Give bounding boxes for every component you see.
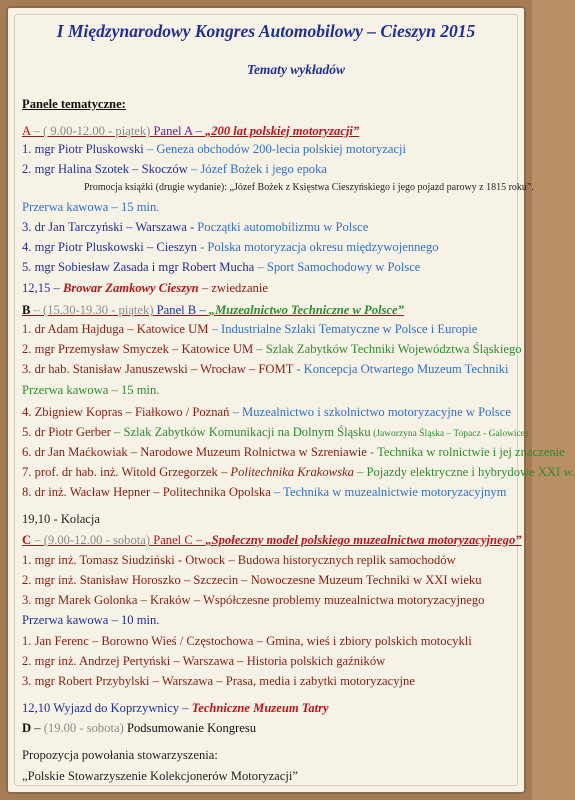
panel-a-header: A – ( 9.00-12.00 - piątek) Panel A – „200 lat polskiej motoryzacji” [22,124,360,138]
panel-b-item-3: 3. dr hab. Stanisław Januszewski – Wrocław – FOMT - Koncepcja Otwartego Muzeum Techniki [22,362,509,376]
tour-brewery: 12,15 – Browar Zamkowy Cieszyn – zwiedzanie [22,281,268,295]
document-sheet [6,6,575,794]
panel-d: D – (19.00 - sobota) Podsumowanie Kongresu [22,721,257,735]
document-subtitle: Tematy wykładów [246,62,346,77]
proposal-name: „Polskie Stowarzyszenie Kolekcjonerów Motoryzacji” [22,769,298,783]
panel-c-item-5: 2. mgr inż. Andrzej Pertyński – Warszawa – Historia polskich gaźników [22,654,386,668]
document-title: I Międzynarodowy Kongres Automobilowy – Cieszyn 2015 [56,21,476,41]
panel-a-item-2: 2. mgr Halina Szotek – Skoczów – Józef Bożek i jego epoka [22,162,327,176]
panel-c-item-6: 3. mgr Robert Przybylski – Warszawa – Prasa, media i zabytki motoryzacyjne [22,674,415,688]
panel-b-break: Przerwa kawowa – 15 min. [22,383,160,397]
panel-b-item-6: 6. dr Jan Maćkowiak – Narodowe Muzeum Rolnictwa w Szreniawie - Technika w rolnictwie i jej znaczenie [22,445,565,459]
panel-a-item-4: 4. mgr Piotr Pluskowski – Cieszyn - Polska motoryzacja okresu międzywojennego [22,240,439,254]
panel-b-item-5: 5. dr Piotr Gerber – Szlak Zabytków Komunikacji na Dolnym Śląsku (Jaworzyna Śląska – Topacz - Galowice) [22,425,529,439]
panel-b-header: B – (15.30-19.30 - piątek) Panel B – „Muzealnictwo Techniczne w Polsce” [22,303,404,317]
panel-c-header: C – (9.00-12.00 - sobota) Panel C – „Społeczny model polskiego muzealnictwa motoryzacyjnego” [22,533,522,547]
panel-a-item-1: 1. mgr Piotr Pluskowski – Geneza obchodów 200-lecia polskiej motoryzacji [22,142,407,156]
panel-a-promo: Promocja książki (drugie wydanie): „Józef Bożek z Księstwa Cieszyńskiego i jego pojazd parowy z 1815 roku”. [84,182,534,193]
panel-a-item-5: 5. mgr Sobiesław Zasada i mgr Robert Mucha – Sport Samochodowy w Polsce [22,260,421,274]
panel-c-item-4: 1. Jan Ferenc – Borowno Wieś / Częstochowa – Gmina, wieś i zbiory polskich motocykli [22,634,472,648]
panel-b-item-4: 4. Zbigniew Kopras – Fiałkowo / Poznań – Muzealnictwo i szkolnictwo motoryzacyjne w Polsce [22,405,511,419]
supper: 19,10 - Kolacja [22,512,100,526]
panels-heading: Panele tematyczne: [22,97,126,111]
tour-tatra-museum: 12,10 Wyjazd do Koprzywnicy – Techniczne Muzeum Tatry [22,701,329,715]
panel-b-item-2: 2. mgr Przemysław Smyczek – Katowice UM – Szlak Zabytków Techniki Województwa Śląskiego [22,342,522,356]
panel-b-item-1: 1. dr Adam Hajduga – Katowice UM – Industrialne Szlaki Tematyczne w Polsce i Europie [22,322,478,336]
panel-a-item-3: 3. dr Jan Tarczyński – Warszawa - Początki automobilizmu w Polsce [22,220,369,234]
panel-a-break: Przerwa kawowa – 15 min. [22,200,160,214]
panel-c-item-1: 1. mgr inż. Tomasz Siudziński - Otwock – Budowa historycznych replik samochodów [22,553,456,567]
panel-c-break: Przerwa kawowa – 10 min. [22,613,160,627]
proposal-intro: Propozycja powołania stowarzyszenia: [22,748,218,762]
panel-c-item-3: 3. mgr Marek Golonka – Kraków – Współczesne problemy muzealnictwa motoryzacyjnego [22,593,485,607]
panel-c-item-2: 2. mgr inż. Stanisław Horoszko – Szczecin – Nowoczesne Muzeum Techniki w XXI wieku [22,573,482,587]
panel-b-item-7: 7. prof. dr hab. inż. Witold Grzegorzek – Politechnika Krakowska – Pojazdy elektryczne i hybrydowe XXI w. [22,465,575,479]
panel-b-item-8: 8. dr inż. Wacław Hepner – Politechnika Opolska – Technika w muzealnictwie motoryzacyjnym [22,485,507,499]
